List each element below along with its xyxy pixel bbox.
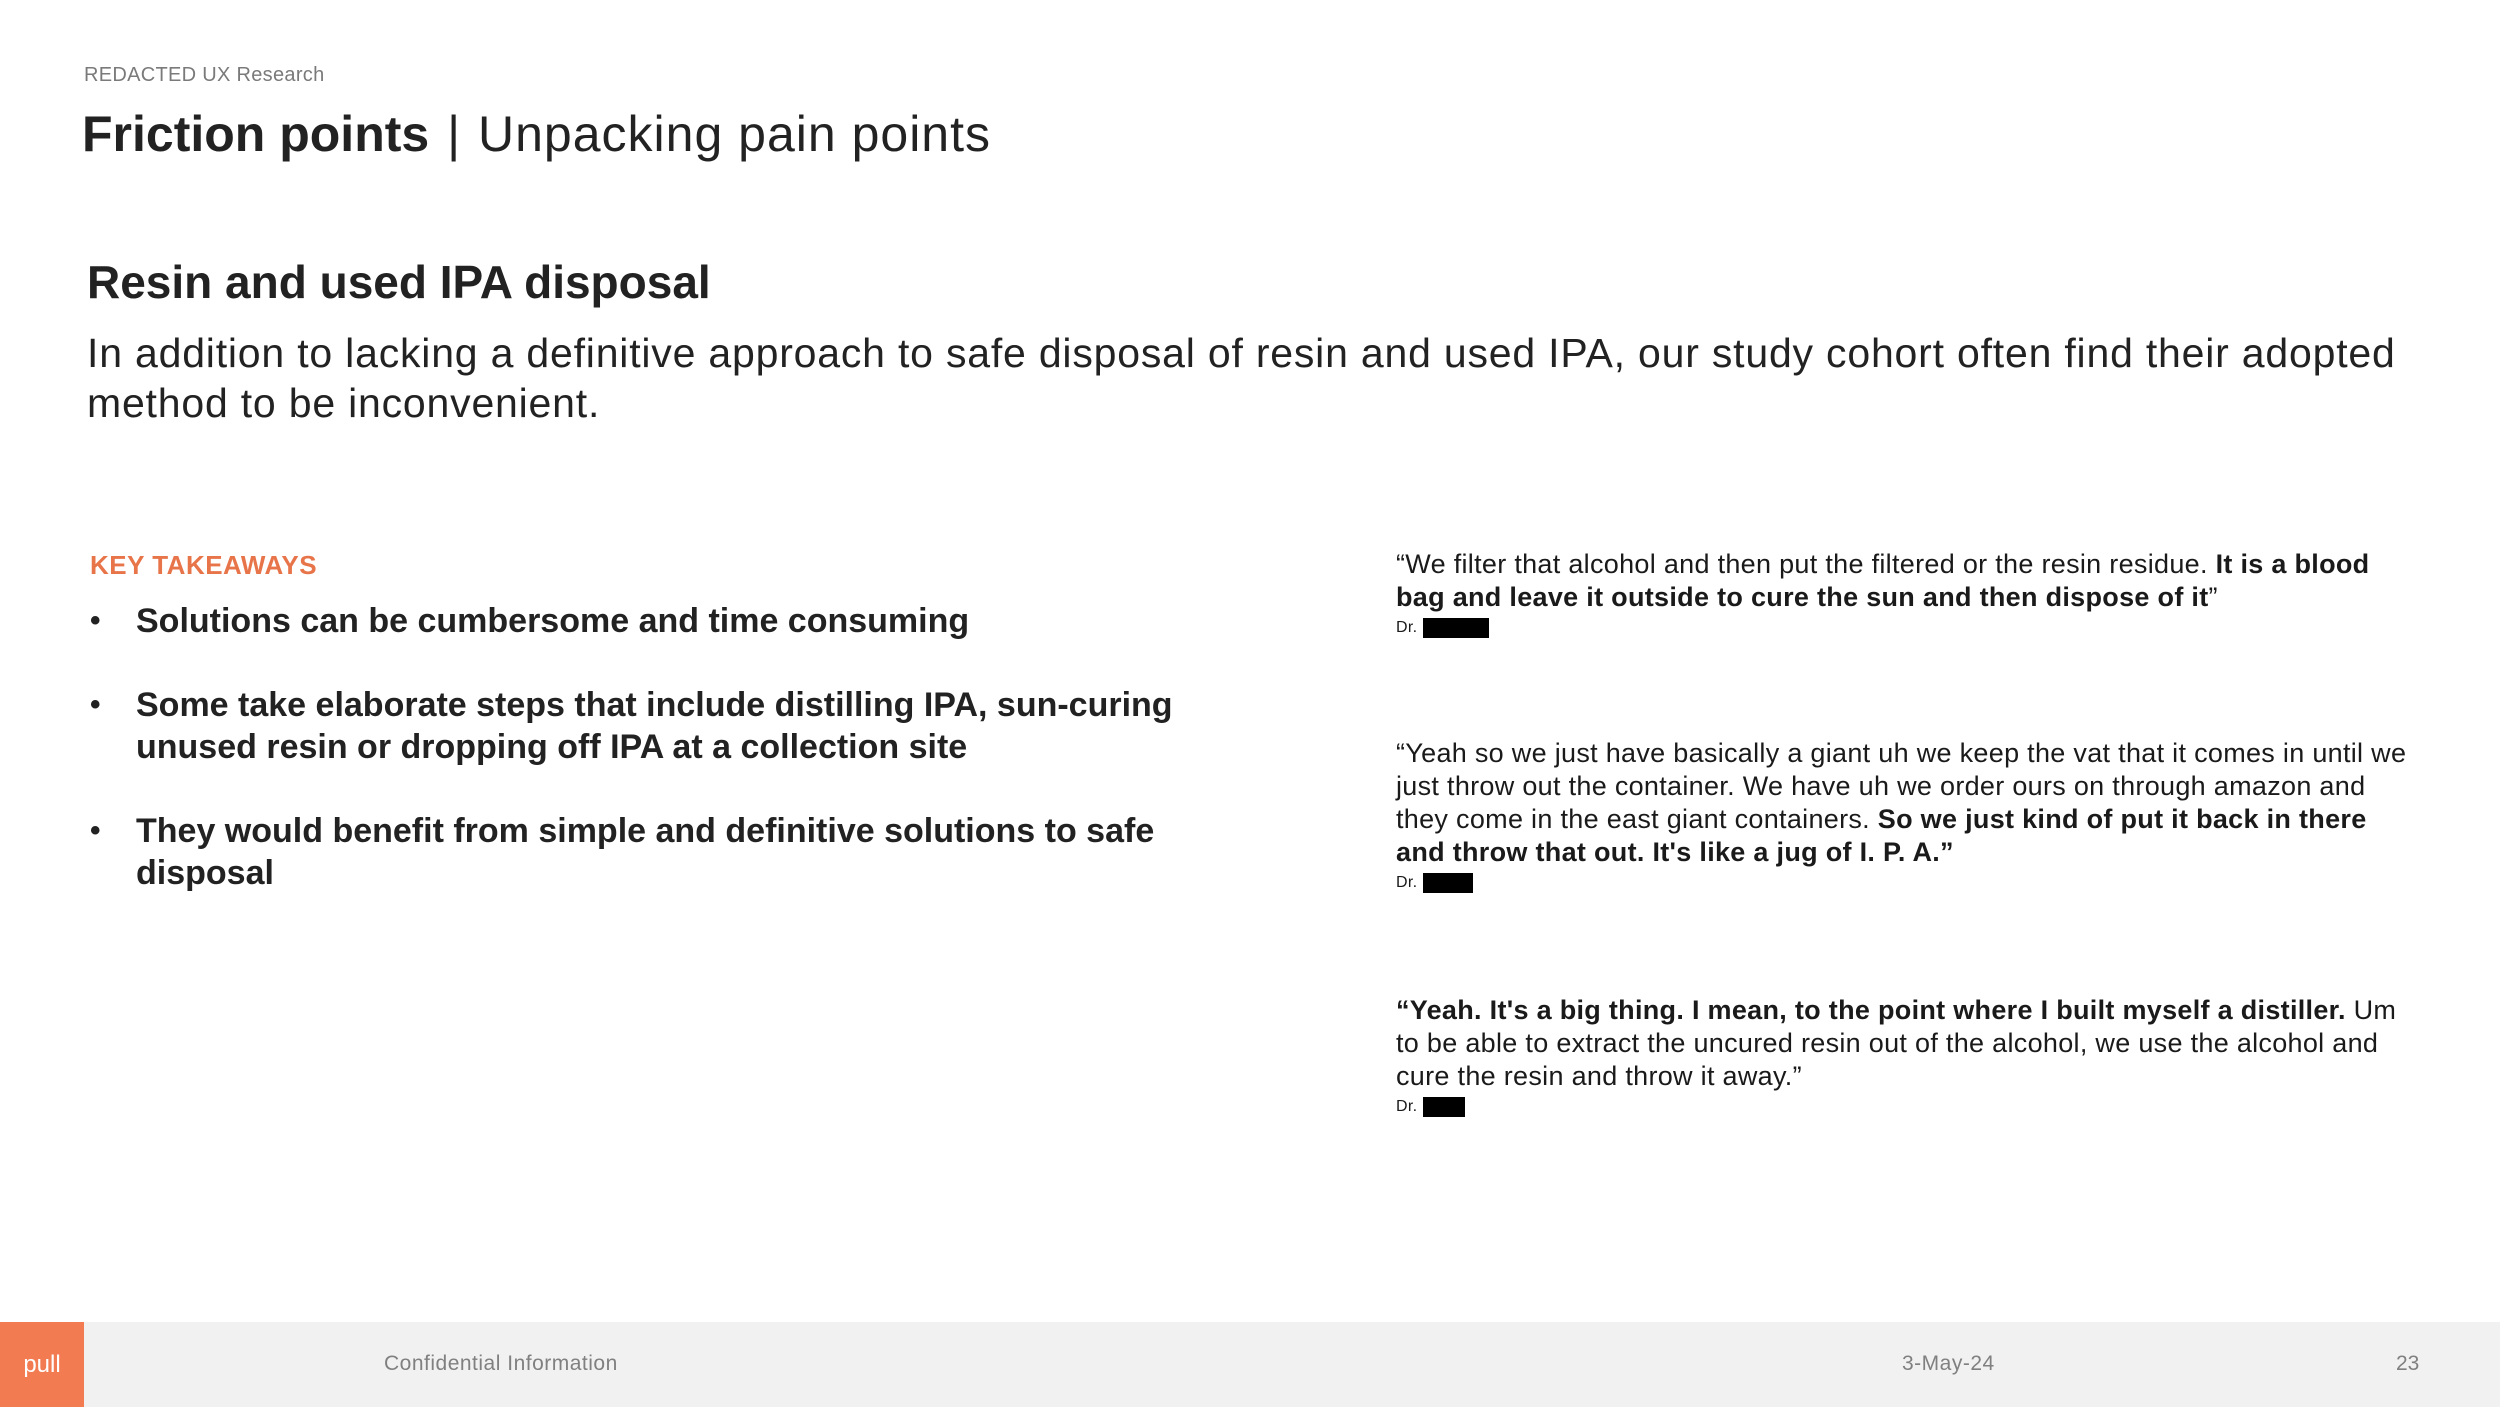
quote-block: [1396, 548, 2408, 638]
key-takeaways-label: KEY TAKEAWAYS: [90, 550, 318, 580]
redaction-bar: [1423, 873, 1473, 893]
page-number: 23: [2396, 1352, 2420, 1375]
quote-text-plain: “Yeah so we just have basically a giant uh we keep the vat that it comes in until we just throw out the container. We have uh we order ours on through amazon and they come in the east giant containers.: [1396, 738, 2407, 834]
quote-text-bold: “Yeah. It's a big thing. I mean, to the point where I built myself a distiller.: [1396, 995, 2346, 1025]
quote-text-end: ”: [2208, 582, 2218, 612]
quote-text-plain: Um to be able to extract the uncured resin out of the alcohol, we use the alcohol and cure the resin and throw it away.”: [1396, 995, 2397, 1091]
takeaway-item: [90, 600, 1200, 642]
takeaway-text: They would benefit from simple and definitive solutions to safe disposal: [136, 812, 1155, 892]
quote-attribution: [1396, 1097, 2408, 1117]
bullet-icon: •: [90, 814, 101, 847]
attribution-title: Dr.: [1396, 874, 1418, 891]
key-takeaways-list: [90, 600, 1200, 936]
page-title: [82, 104, 991, 164]
takeaway-item: [90, 810, 1200, 894]
quote-text-plain: “We filter that alcohol and then put the filtered or the resin residue.: [1396, 549, 2216, 579]
attribution-title: Dr.: [1396, 1098, 1418, 1115]
quote-attribution: [1396, 618, 2408, 638]
footer-bar: [0, 1322, 2500, 1407]
attribution-title: Dr.: [1396, 619, 1418, 636]
page-title-separator: |: [447, 106, 461, 162]
quote-text: [1396, 994, 2408, 1093]
redaction-bar: [1423, 618, 1489, 638]
page-title-subtitle: Unpacking pain points: [478, 106, 992, 162]
bullet-icon: •: [90, 604, 101, 637]
quote-block: [1396, 994, 2408, 1117]
footer-date: 3-May-24: [1902, 1352, 1995, 1375]
quote-attribution: [1396, 873, 2408, 893]
eyebrow-label: REDACTED UX Research: [84, 64, 325, 86]
quote-block: [1396, 737, 2408, 893]
takeaway-text: Some take elaborate steps that include distilling IPA, sun-curing unused resin or dropping off IPA at a collection site: [136, 686, 1173, 766]
page-title-bold: Friction points: [82, 106, 430, 162]
footer-confidential: Confidential Information: [384, 1352, 618, 1375]
quote-text: [1396, 737, 2408, 869]
quote-text-bold: It is a blood bag and leave it outside to cure the sun and then dispose of it: [1396, 549, 2370, 612]
redaction-bar: [1423, 1097, 1465, 1117]
bullet-icon: •: [90, 688, 101, 721]
quote-text: [1396, 548, 2408, 614]
takeaway-item: [90, 684, 1200, 768]
takeaway-text: Solutions can be cumbersome and time consuming: [136, 602, 970, 640]
section-intro: In addition to lacking a definitive approach to safe disposal of resin and used IPA, our study cohort often find their adopted method to be inconvenient.: [87, 330, 2396, 426]
section-heading: Resin and used IPA disposal: [87, 256, 711, 308]
quote-text-bold: So we just kind of put it back in there and throw that out. It's like a jug of I. P. A.”: [1396, 804, 2367, 867]
pull-logo: pull: [0, 1322, 84, 1407]
